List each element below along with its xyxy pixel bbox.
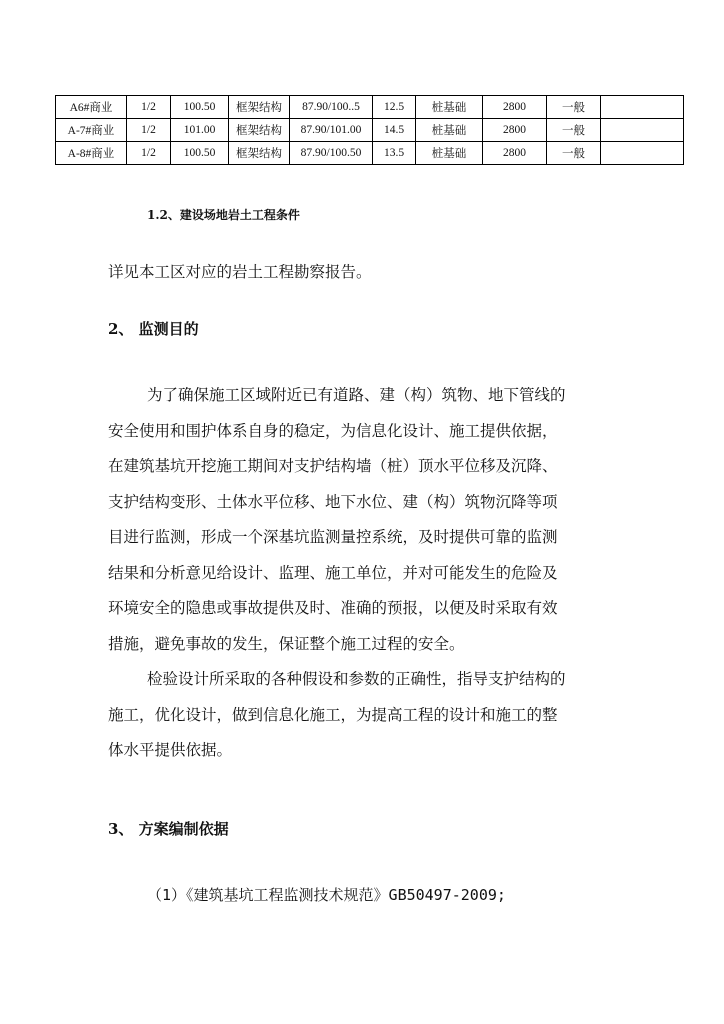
table-cell: 12.5 [373, 96, 416, 119]
table-cell: 1/2 [127, 119, 171, 142]
section-1-2-body: 详见本工区对应的岩土工程勘察报告。 [108, 263, 372, 281]
table-row [56, 119, 684, 142]
table-cell [601, 119, 684, 142]
table-cell: 框架结构 [229, 142, 290, 165]
table-cell: 2800 [483, 119, 547, 142]
table-cell: 框架结构 [229, 119, 290, 142]
table-cell [601, 96, 684, 119]
paragraph-line: 安全使用和围护体系自身的稳定，为信息化设计、施工提供依据， [108, 421, 558, 440]
table-cell: A-7#商业 [56, 119, 127, 142]
paragraph-line: 检验设计所采取的各种假设和参数的正确性，指导支护结构的 [147, 670, 566, 688]
section-1-2-heading: 1.2、建设场地岩土工程条件 [147, 208, 300, 222]
paragraph-line: 环境安全的隐患或事故提供及时、准确的预报，以便及时采取有效 [108, 599, 558, 617]
table-cell [601, 142, 684, 165]
table-cell: 100.50 [171, 142, 229, 165]
table-cell: A-8#商业 [56, 142, 127, 165]
table-cell: 2800 [483, 142, 547, 165]
paragraph-line: 体水平提供依据。 [108, 741, 233, 759]
section-3-heading: 3、 方案编制依据 [108, 820, 229, 838]
table-cell: A6#商业 [56, 96, 127, 119]
building-info-table [55, 95, 684, 165]
table-cell: 桩基础 [416, 142, 483, 165]
paragraph-line: 支护结构变形、土体水平位移、地下水位、建（构）筑物沉降等项 [108, 492, 558, 511]
table-cell: 14.5 [373, 119, 416, 142]
table-cell: 101.00 [171, 119, 229, 142]
paragraph-line: 目进行监测，形成一个深基坑监测量控系统，及时提供可靠的监测 [108, 528, 558, 546]
table-cell: 100.50 [171, 96, 229, 119]
table-cell: 87.90/101.00 [290, 119, 373, 142]
table-cell: 1/2 [127, 96, 171, 119]
table-row [56, 96, 684, 119]
table-row [56, 142, 684, 165]
table-cell: 2800 [483, 96, 547, 119]
section-2-heading: 2、 监测目的 [108, 320, 199, 338]
table-cell: 87.90/100.50 [290, 142, 373, 165]
table-cell: 1/2 [127, 142, 171, 165]
table-cell: 桩基础 [416, 119, 483, 142]
table-cell: 87.90/100..5 [290, 96, 373, 119]
paragraph-line: 结果和分析意见给设计、监理、施工单位，并对可能发生的危险及 [108, 563, 558, 582]
paragraph-line: 措施，避免事故的发生，保证整个施工过程的安全。 [108, 634, 465, 653]
table-cell: 一般 [547, 119, 601, 142]
paragraph-line: 在建筑基坑开挖施工期间对支护结构墙（桩）顶水平位移及沉降、 [108, 457, 558, 475]
table-cell: 桩基础 [416, 96, 483, 119]
paragraph-line: 施工，优化设计，做到信息化施工，为提高工程的设计和施工的整 [108, 705, 558, 724]
paragraph-line: 为了确保施工区域附近已有道路、建（构）筑物、地下管线的 [147, 386, 566, 404]
table-cell: 13.5 [373, 142, 416, 165]
table-cell: 框架结构 [229, 96, 290, 119]
table-cell: 一般 [547, 142, 601, 165]
table-cell: 一般 [547, 96, 601, 119]
reference-item: （1）《建筑基坑工程监测技术规范》GB50497-2009; [147, 886, 506, 904]
